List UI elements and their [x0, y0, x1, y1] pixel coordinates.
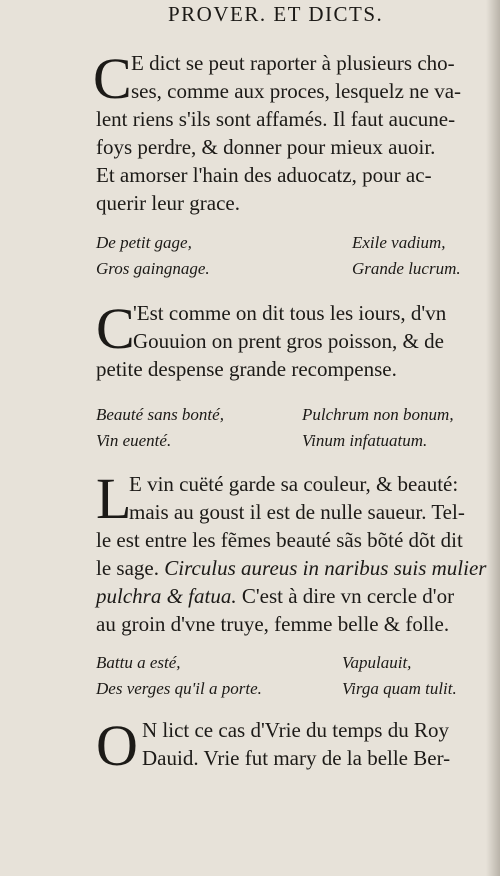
proverb-french [96, 230, 210, 282]
text-segment: C'est à dire vn cercle d'or [236, 584, 455, 608]
proverb-french [96, 650, 262, 702]
drop-cap: O [96, 713, 138, 778]
proverb-line: Vinum infatuatum. [302, 431, 428, 450]
text-line: E vin cuëté garde sa couleur, & beauté: [129, 472, 459, 496]
drop-cap: C [93, 46, 132, 111]
paragraph-3-body [96, 526, 488, 638]
text-line: au groin d'vne truye, femme belle & folle. [96, 612, 450, 636]
text-line: ses, comme aux proces, lesquelz ne va- [131, 79, 462, 103]
text-line: mais au goust il est de nulle saueur. Tel- [129, 500, 465, 524]
drop-cap: C [96, 296, 135, 361]
proverb-latin [342, 650, 457, 702]
paragraph-1-head [131, 49, 491, 105]
proverb-line: Battu a esté, [96, 653, 181, 672]
text-line: Et amorser l'hain des aduocatz, pour ac- [96, 163, 432, 187]
drop-cap: L [96, 466, 132, 531]
paragraph-4-head [142, 716, 490, 772]
proverb-line: Vapulauit, [342, 653, 412, 672]
text-line: lent riens s'ils sont affamés. Il faut aucune- [96, 107, 456, 131]
proverb-latin [352, 230, 461, 282]
proverb-line: De petit gage, [96, 233, 192, 252]
text-segment: le sage. [96, 556, 159, 580]
proverb-line: Des verges qu'il a porte. [96, 679, 262, 698]
text-line [96, 582, 488, 610]
text-line: querir leur grace. [96, 191, 240, 215]
paragraph-3-head [129, 470, 489, 526]
text-line: 'Est comme on dit tous les iours, d'vn [133, 301, 447, 325]
paragraph-2-body [96, 355, 488, 383]
proverb-line: Exile vadium, [352, 233, 446, 252]
paragraph-1-body [96, 105, 488, 217]
text-line [96, 554, 488, 582]
latin-quote: pulchra & fatua. [96, 584, 237, 608]
proverb-line: Beauté sans bonté, [96, 405, 224, 424]
text-line: Dauid. Vrie fut mary de la belle Ber- [142, 746, 451, 770]
latin-quote: Circulus aureus in naribus suis mulier [164, 556, 487, 580]
paragraph-2-head [133, 299, 489, 355]
text-line: le est entre les fẽmes beauté sãs bõté dõt dit [96, 528, 463, 552]
text-line: foys perdre, & donner pour mieux auoir. [96, 135, 436, 159]
proverb-line: Virga quam tulit. [342, 679, 457, 698]
proverb-line: Grande lucrum. [352, 259, 461, 278]
proverb-french [96, 402, 224, 454]
proverb-line: Pulchrum non bonum, [302, 405, 454, 424]
text-line: E dict se peut raporter à plusieurs cho- [131, 51, 455, 75]
text-line: Gouuion on prent gros poisson, & de [133, 329, 444, 353]
text-line: petite despense grande recompense. [96, 357, 397, 381]
proverb-line: Vin euenté. [96, 431, 172, 450]
proverb-latin [302, 402, 454, 454]
running-head: PROVER. ET DICTS. [168, 2, 384, 26]
proverb-line: Gros gaingnage. [96, 259, 210, 278]
text-line: N lict ce cas d'Vrie du temps du Roy [142, 718, 449, 742]
